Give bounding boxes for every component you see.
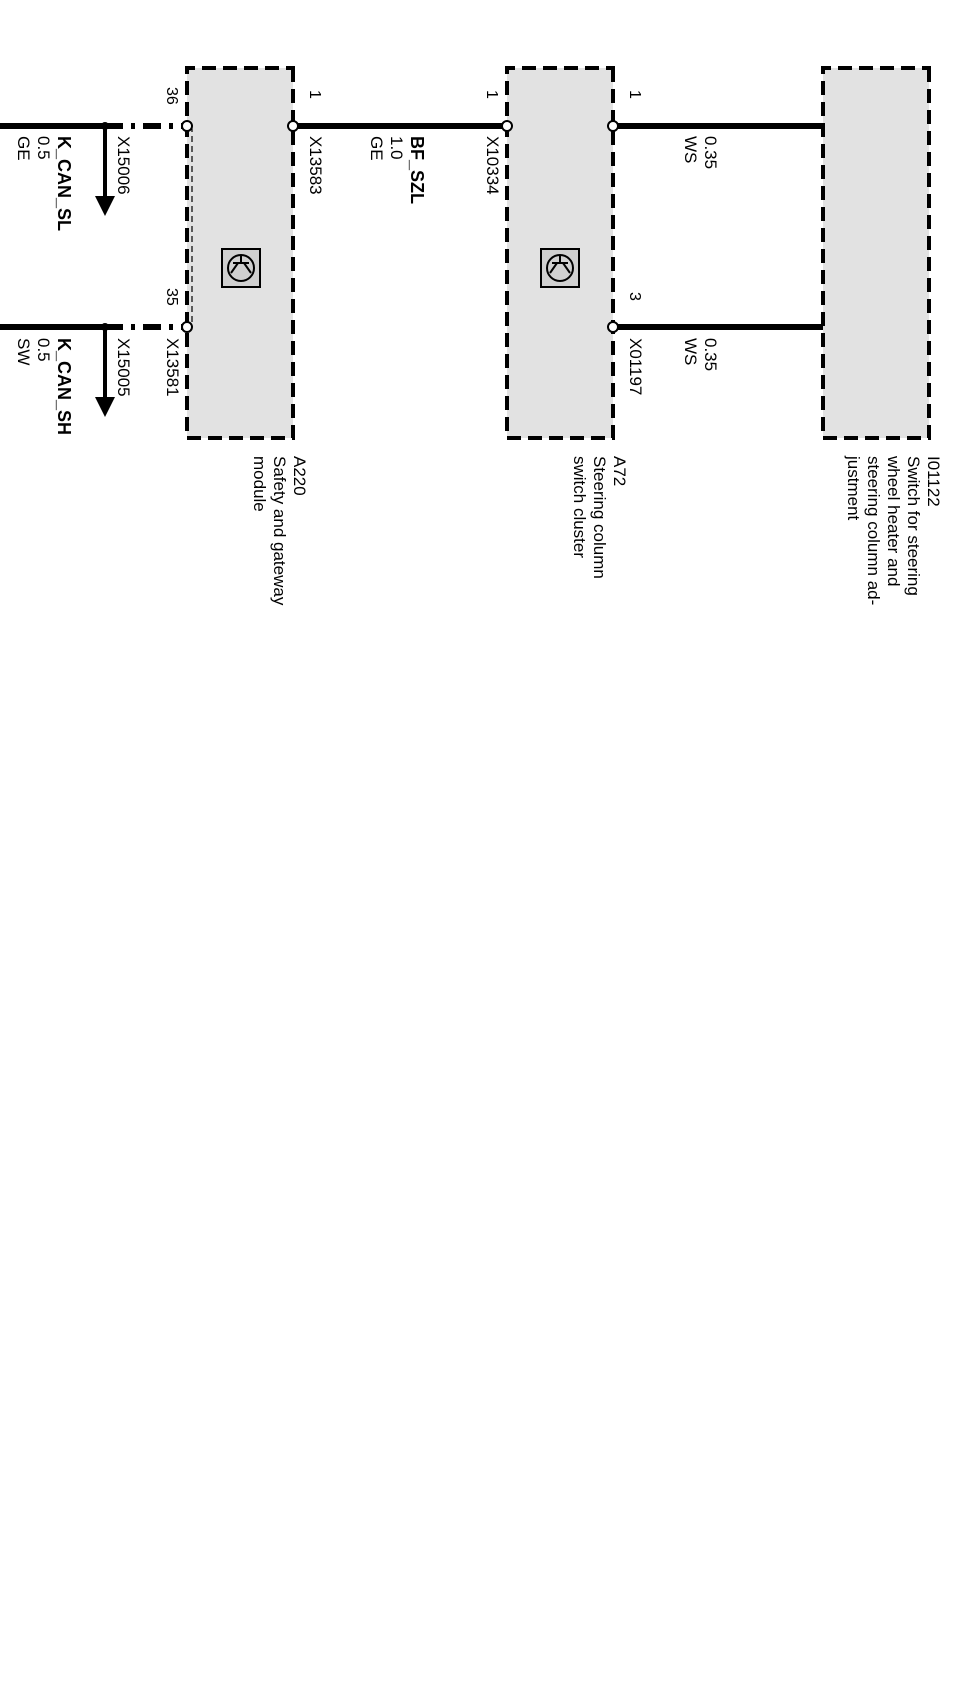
component-name: Safety and gateway <box>270 456 289 606</box>
k-can-sh-label <box>14 338 74 435</box>
wire-size: 1.0 <box>387 136 406 160</box>
wire-size: 0.5 <box>34 136 53 160</box>
bus-transceiver-icon <box>222 249 260 287</box>
pin-number: 1 <box>306 90 323 99</box>
pin-number: 35 <box>163 288 180 306</box>
component-name: justment <box>844 456 863 521</box>
a220-description <box>250 456 309 606</box>
pin-number: 36 <box>163 87 180 105</box>
pin-hook-a220-1 <box>288 121 298 131</box>
pin-hook-a220-36 <box>182 121 192 131</box>
component-id: A72 <box>610 456 629 487</box>
bf-szl-label <box>367 136 427 204</box>
component-id: I01122 <box>924 456 943 507</box>
wire-color: SW <box>14 338 33 366</box>
wire-color: GE <box>367 136 386 161</box>
wire-color: WS <box>681 136 700 164</box>
ws-pin3-label <box>681 338 720 371</box>
connector-label: X13583 <box>306 136 325 195</box>
connector-label: X15006 <box>114 136 133 195</box>
wire-color: GE <box>14 136 33 161</box>
i01122-description <box>844 455 943 605</box>
signal-name: BF_SZL <box>407 136 427 205</box>
component-name: wheel heater and <box>884 456 903 587</box>
signal-name: K_CAN_SH <box>54 338 74 436</box>
wire-size: 0.35 <box>701 136 720 170</box>
connector-label: X13581 <box>163 338 182 397</box>
k-can-sl-arrow <box>95 126 115 216</box>
k-can-sl-label <box>14 136 74 231</box>
signal-name: K_CAN_SL <box>54 136 74 232</box>
component-name: Steering column <box>590 456 609 579</box>
k-can-sl-junction <box>101 122 109 130</box>
component-name: steering column ad- <box>864 456 883 606</box>
i01122-switch-box <box>823 68 929 438</box>
wire-size: 0.5 <box>34 338 53 362</box>
pin-number: 1 <box>626 90 643 99</box>
component-name: Switch for steering <box>904 456 923 596</box>
component-name: module <box>250 456 269 512</box>
pin-hook-a220-35 <box>182 322 192 332</box>
k-can-sh-junction <box>101 323 109 331</box>
component-id: A220 <box>290 456 309 496</box>
ws-pin1-label <box>681 136 720 169</box>
wire-color: WS <box>681 338 700 366</box>
connector-label: X15005 <box>114 338 133 397</box>
pin-number: 3 <box>626 292 643 301</box>
k-can-sh-arrow <box>95 327 115 417</box>
a72-description <box>570 456 629 579</box>
connector-label: X01197 <box>626 338 645 396</box>
wire-size: 0.35 <box>701 338 720 372</box>
pin-number: 1 <box>483 90 500 99</box>
bus-transceiver-icon <box>541 249 579 287</box>
pin-hook-a72-3 <box>608 322 618 332</box>
connector-label: X10334 <box>483 136 502 195</box>
pin-hook-a72-1-left <box>502 121 512 131</box>
component-name: switch cluster <box>570 456 589 559</box>
pin-hook-a72-1-right <box>608 121 618 131</box>
